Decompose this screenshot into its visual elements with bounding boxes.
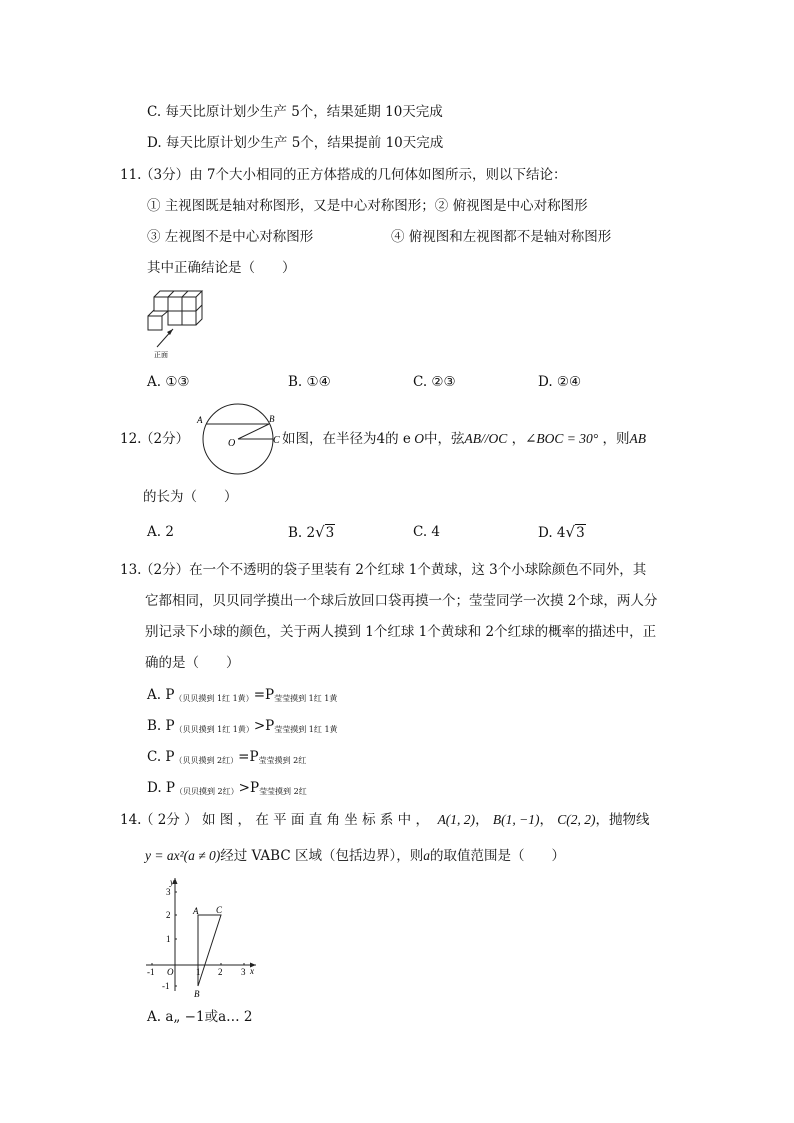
q14-x-label: x xyxy=(250,966,254,976)
q14-origin-label: O xyxy=(167,967,174,977)
q12-circle-figure xyxy=(193,402,285,476)
q14-point-a: A xyxy=(193,906,199,916)
q12-option-c: C. 4 xyxy=(413,524,441,540)
q11-option-a: A. ①③ xyxy=(147,374,190,390)
q12-stem: 如图，在半径为4的 e O中，弦AB//OC ，∠BOC = 30° ，则AB xyxy=(282,431,646,447)
q11-cube-figure xyxy=(140,285,210,365)
q11-option-b: B. ①④ xyxy=(288,374,331,390)
q14-x-tick-neg1: -1 xyxy=(147,967,155,977)
q13-number: 13. xyxy=(120,562,142,578)
q11-option-d: D. ②④ xyxy=(538,374,582,390)
q12-label-b: B xyxy=(269,414,275,424)
q12-score: （2分） xyxy=(140,431,190,447)
q13-option-d: D. $P_{(贝贝摸到 2红)}>P_{莹莹摸到 2红}$ xyxy=(147,780,307,796)
q14-x-tick-3: 3 xyxy=(241,967,246,977)
q13-line-4: 确的是（ ） xyxy=(145,655,240,671)
q12-label-a: A xyxy=(197,415,203,425)
q11-front-label: 正面 xyxy=(154,351,168,359)
q12-stem-tail: 的长为（ ） xyxy=(143,489,238,505)
q14-number: 14. xyxy=(120,812,142,828)
q12-option-a: A. 2 xyxy=(147,524,174,540)
q13-option-c: C. $P_{(贝贝摸到 2红)}=P_{莹莹摸到 2红}$ xyxy=(147,749,307,765)
q10-option-d: D. 每天比原计划少生产 5个，结果提前 10天完成 xyxy=(147,135,444,151)
q14-x-tick-2: 2 xyxy=(218,967,223,977)
q14-y-tick-neg1: -1 xyxy=(162,981,170,991)
q14-y-tick-1: 1 xyxy=(166,934,171,944)
q12-label-o: O xyxy=(228,438,236,449)
q14-y-tick-2: 2 xyxy=(166,910,171,920)
q14-point-c: C xyxy=(216,905,223,915)
q11-option-c: C. ②③ xyxy=(413,374,456,390)
q14-y-label: y xyxy=(170,877,174,887)
q10-option-c: C. 每天比原计划少生产 5个，结果延期 10天完成 xyxy=(147,104,443,120)
q11-ask: 其中正确结论是（ ） xyxy=(147,260,296,276)
q12-number: 12. xyxy=(120,431,142,447)
q13-option-b: B. $P_{(贝贝摸到 1红 1黄)}>P_{莹莹摸到 1红 1黄}$ xyxy=(147,718,338,734)
q14-line-1: （ 2分 ） 如 图 ， 在 平 面 直 角 坐 标 系 中 ， A(1, 2)， B(1, −1)， C(2, 2)，抛物线 xyxy=(140,812,650,828)
q14-point-b: B xyxy=(194,989,200,999)
q11-number: 11. xyxy=(120,167,142,183)
q14-y-tick-3: 3 xyxy=(166,887,171,897)
q12-option-d: D. 4√3 xyxy=(538,523,585,541)
q14-coordinate-graph xyxy=(140,873,260,1001)
q11-statement-4: ④ 俯视图和左视图都不是轴对称图形 xyxy=(391,229,612,245)
q13-line-2: 它都相同，贝贝同学摸出一个球后放回口袋再摸一个；莹莹同学一次摸 2个球，两人分 xyxy=(145,593,658,609)
q11-stem: （3分）由 7个大小相同的正方体搭成的几何体如图所示，则以下结论： xyxy=(140,167,567,183)
q13-option-a: A. $P_{(贝贝摸到 1红 1黄)}=P_{莹莹摸到 1红 1黄}$ xyxy=(147,687,338,703)
q13-line-1: （2分）在一个不透明的袋子里装有 2个红球 1个黄球，这 3个小球除颜色不同外，其 xyxy=(140,562,647,578)
q12-option-b: B. 2√3 xyxy=(288,523,335,541)
q11-statement-1-2: ① 主视图既是轴对称图形，又是中心对称图形；② 俯视图是中心对称图形 xyxy=(147,198,588,214)
q14-line-2: y = ax²(a ≠ 0)经过 VABC 区域（包括边界），则a的取值范围是（ ） xyxy=(145,848,565,864)
q12-label-c: C xyxy=(273,435,280,446)
q11-statement-3: ③ 左视图不是中心对称图形 xyxy=(147,229,314,245)
q14-option-a: A. a„ −1或a… 2 xyxy=(147,1009,253,1025)
q13-line-3: 别记录下小球的颜色，关于两人摸到 1个红球 1个黄球和 2个红球的概率的描述中，正 xyxy=(145,624,657,640)
q14-x-tick-1: 1 xyxy=(196,967,201,977)
